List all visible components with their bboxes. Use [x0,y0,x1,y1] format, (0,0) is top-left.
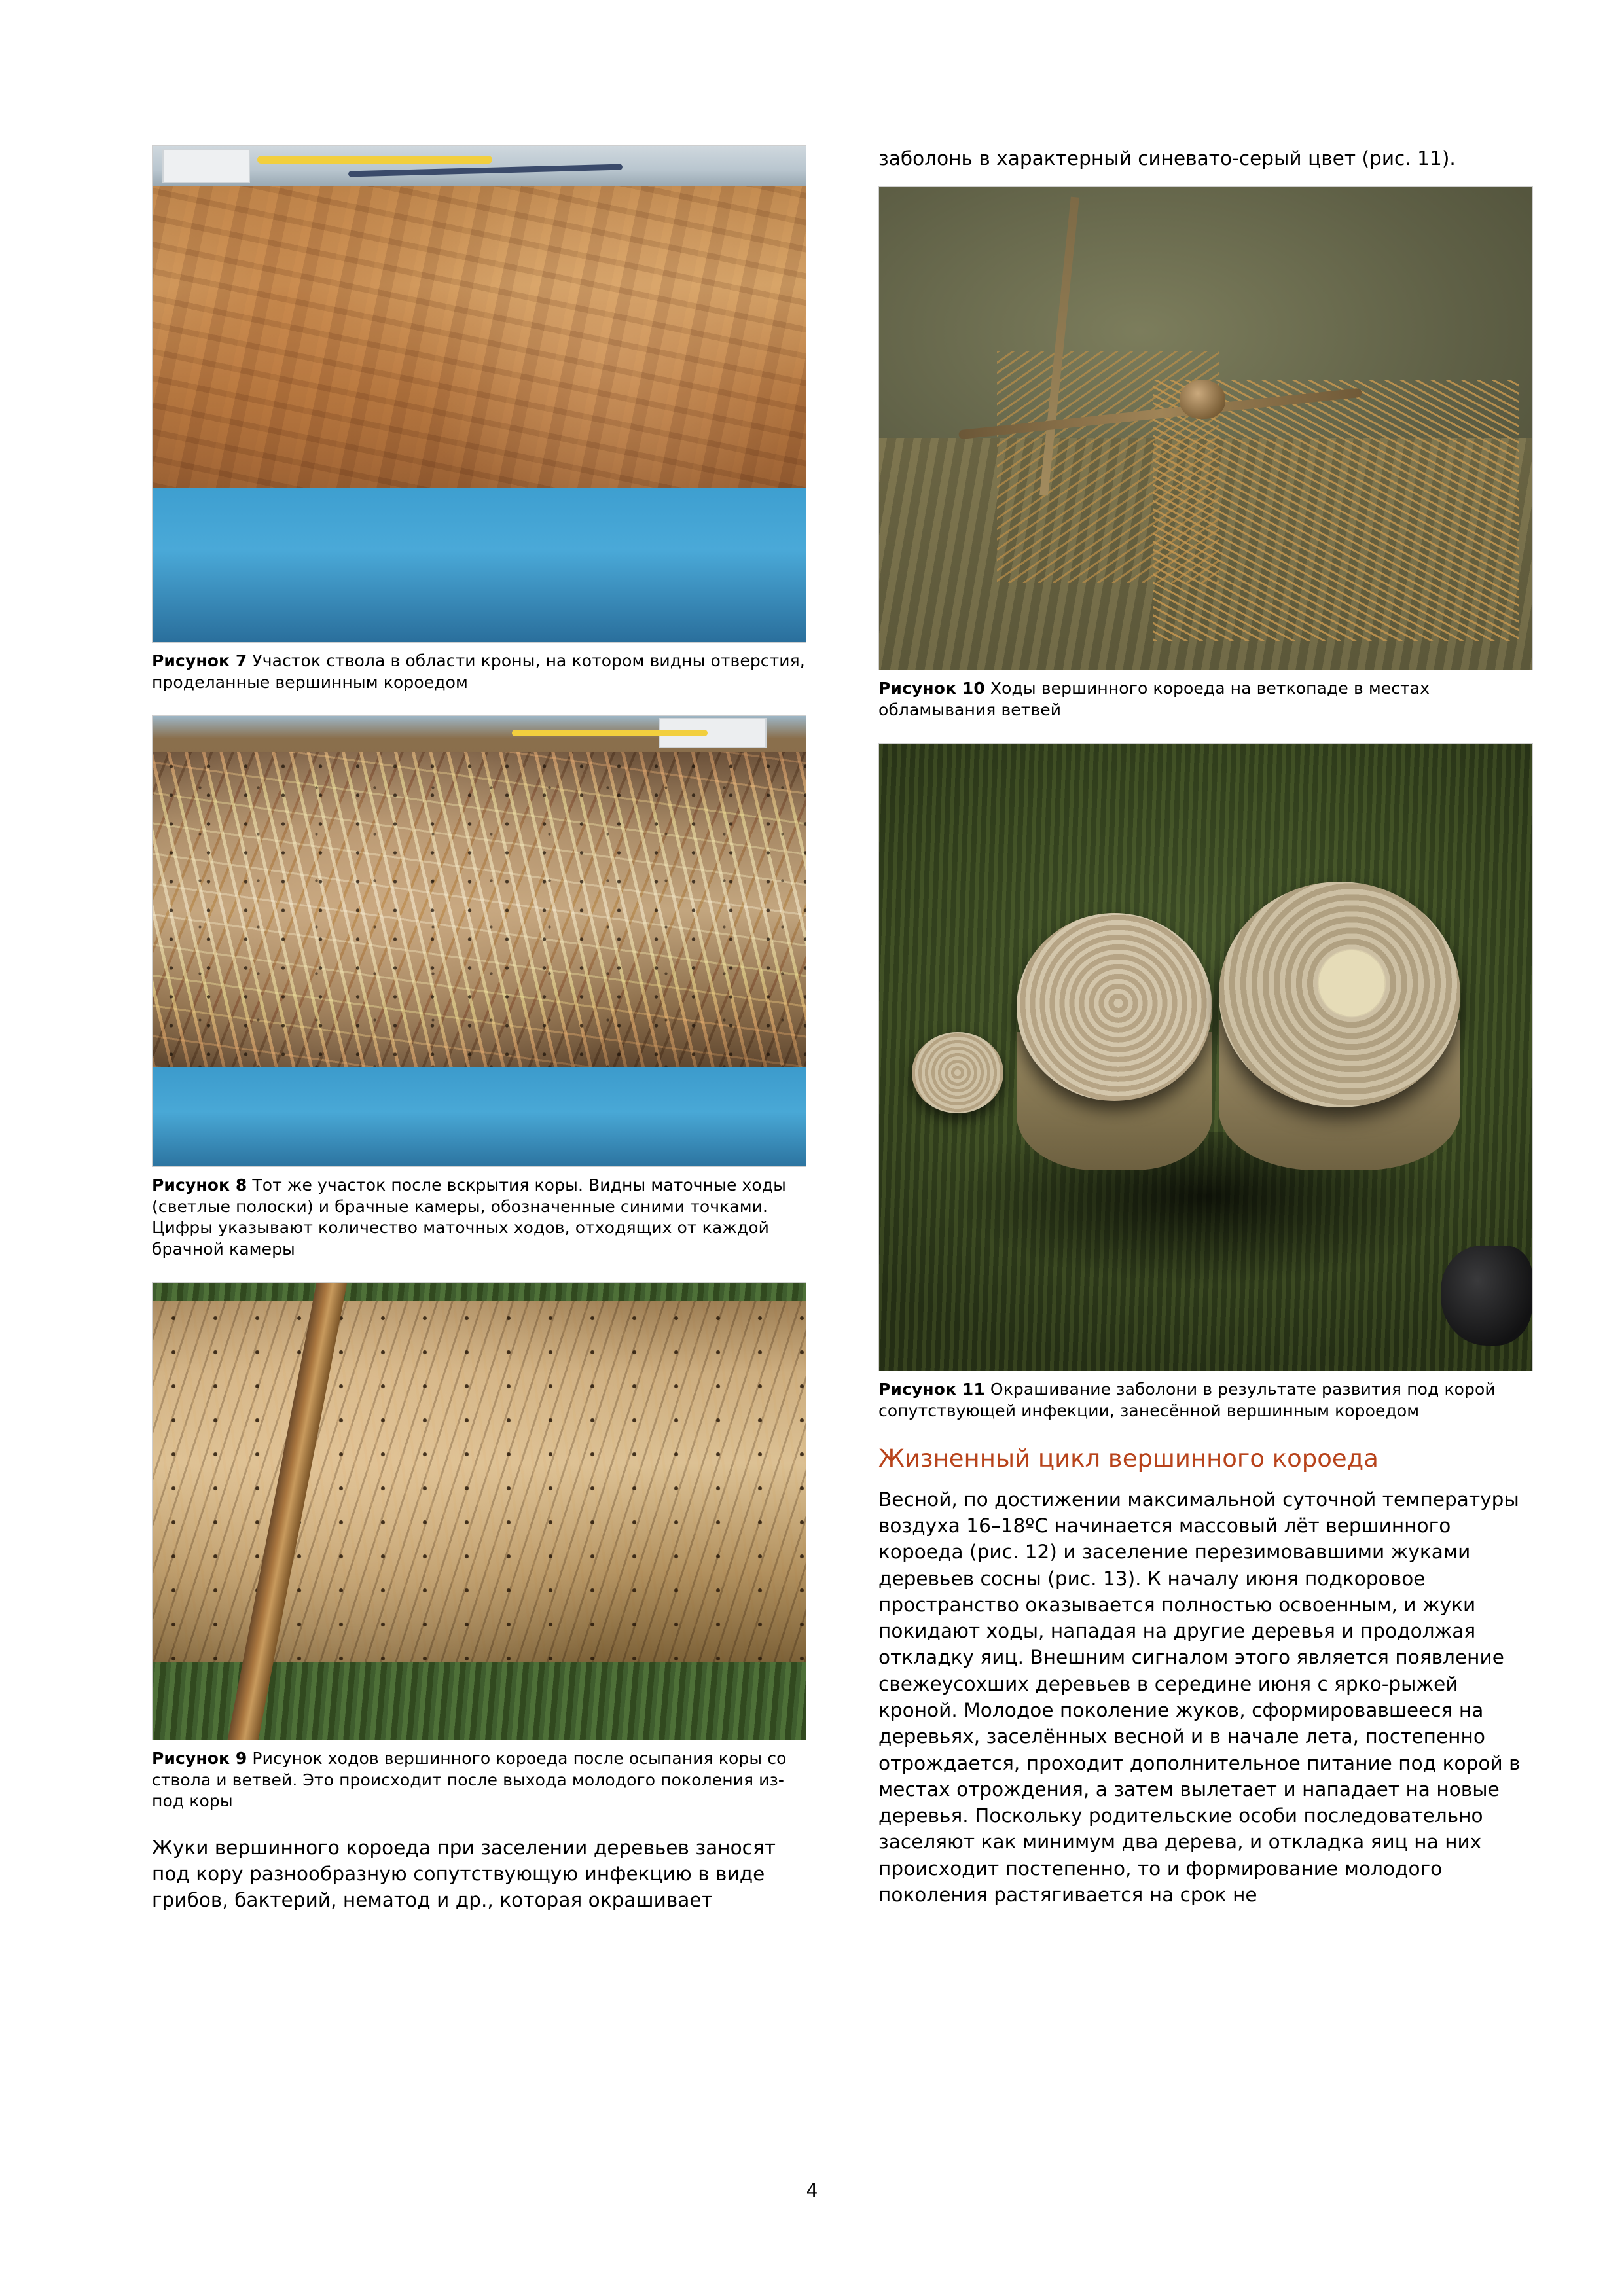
right-body-text [878,1486,1533,1908]
figure-11-caption-text: Окрашивание заболони в результате развития под корой сопутствующей инфекции, занесённой вершинным короедом [878,1380,1496,1420]
right-intro-paragraph: заболонь в характерный синевато-серый цвет (рис. 11). [878,147,1456,170]
figure-7-caption-label: Рисунок 7 [152,651,247,670]
photo-gallery-pattern-after-bark-falls [152,1282,806,1740]
page-number: 4 [806,2179,818,2201]
figure-8-caption-text: Тот же участок после вскрытия коры. Видны маточные ходы (светлые полоски) и брачные камеры, обозначенные синими точками. Цифры указывают количество маточных ходов, отходящих от каждой брачной камеры [152,1175,787,1259]
figure-7-caption-text: Участок ствола в области кроны, на котором видны отверстия, проделанные вершинным короедом [152,651,805,692]
photo-bark-with-beetle-holes [152,145,806,643]
figure-8-caption-label: Рисунок 8 [152,1175,247,1194]
figure-9-caption-text: Рисунок ходов вершинного короеда после осыпания коры со ствола и ветвей. Это происходит после выхода молодого поколения из-под коры [152,1749,787,1810]
figure-9-caption-label: Рисунок 9 [152,1749,247,1768]
photo-log-after-bark-removal [152,715,806,1167]
figure-10 [878,186,1533,721]
photo-beetle-galleries-on-fallen-branch [878,186,1533,670]
right-body-paragraph: Весной, по достижении максимальной суточной температуры воздуха 16–18ºС начинается массовый лёт вершинного короеда (рис. 12) и заселение перезимовавшими жуками деревьев сосны (рис. 13). К началу июня подкоровое пространство оказывается полностью освоенным, и жуки покидают ходы, нападая на другие деревья и продолжая откладку яиц. Внешним сигналом этого является появление свежеусохших деревьев в середине июня с ярко-рыжей кроной. Молодое поколение жуков, сформировавшееся на деревьях, заселённых весной и в начале лета, постепенно отрождается, проходит дополнительное питание под корой в местах отрождения, а затем вылетает и нападает на новые деревья. Поскольку родительские особи последовательно заселяют как минимум два дерева, и откладка яиц на них происходит постепенно, то и формирование молодого поколения растягивается на срок не [878,1488,1521,1906]
figure-10-caption-text: Ходы вершинного короеда на веткопаде в местах обламывания ветвей [878,679,1430,719]
page-columns [152,145,1521,2168]
figure-11-caption [878,1379,1533,1422]
left-column [152,145,806,1913]
left-body-paragraph: Жуки вершинного короеда при заселении деревьев заносят под кору разнообразную сопутствующую инфекцию в виде грибов, бактерий, нематод и др., которая окрашивает [152,1836,776,1912]
figure-8-caption [152,1175,806,1260]
photo-stained-sapwood-cross-sections [878,743,1533,1371]
figure-11 [878,743,1533,1422]
section-title: Жизненный цикл вершинного короеда [878,1444,1379,1473]
figure-11-caption-label: Рисунок 11 [878,1380,985,1399]
figure-7-caption [152,651,806,693]
left-body-text [152,1835,806,1914]
figure-10-caption-label: Рисунок 10 [878,679,985,698]
figure-7 [152,145,806,693]
figure-9 [152,1282,806,1812]
right-intro-text [878,145,1533,171]
figure-10-caption [878,678,1533,721]
figure-8 [152,715,806,1260]
figure-9-caption [152,1748,806,1812]
right-column [878,145,1533,1908]
